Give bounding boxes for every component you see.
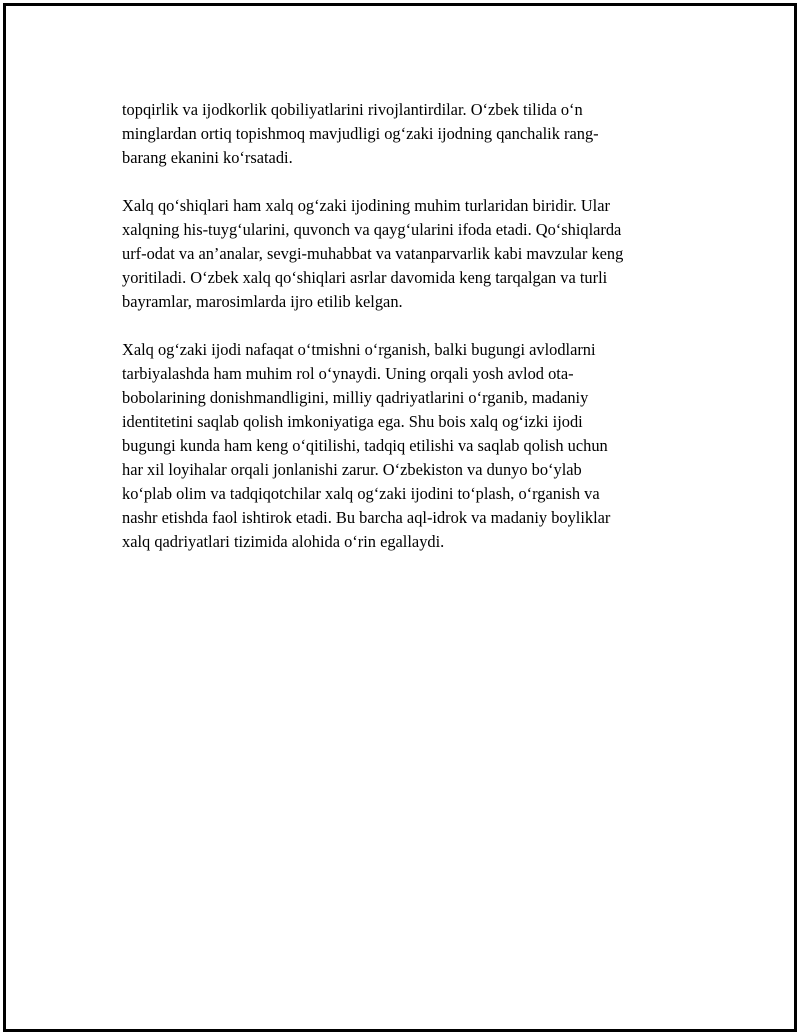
document-body [122,98,692,578]
page-border [3,3,797,1032]
paragraph-2 [122,194,692,314]
paragraph-1 [122,98,692,170]
text-line: bugungi kunda ham keng o‘qitilishi, tadqiq etilishi va saqlab qolish uchun [122,436,608,455]
text-line: identitetini saqlab qolish imkoniyatiga ega. Shu bois xalq og‘izki ijodi [122,412,583,431]
text-line: Xalq og‘zaki ijodi nafaqat o‘tmishni o‘rganish, balki bugungi avlodlarni [122,340,596,359]
text-line: Xalq qo‘shiqlari ham xalq og‘zaki ijodining muhim turlaridan biridir. Ular [122,196,610,215]
text-line: minglardan ortiq topishmoq mavjudligi og‘zaki ijodning qanchalik rang- [122,124,599,143]
text-line: xalqning his-tuyg‘ularini, quvonch va qayg‘ularini ifoda etadi. Qo‘shiqlarda [122,220,622,239]
text-line: urf-odat va an’analar, sevgi-muhabbat va vatanparvarlik kabi mavzular keng [122,244,624,263]
text-line: tarbiyalashda ham muhim rol o‘ynaydi. Uning orqali yosh avlod ota- [122,364,574,383]
text-line: xalq qadriyatlari tizimida alohida o‘rin egallaydi. [122,532,445,551]
text-line: topqirlik va ijodkorlik qobiliyatlarini rivojlantirdilar. O‘zbek tilida o‘n [122,100,583,119]
text-line: bayramlar, marosimlarda ijro etilib kelgan. [122,292,403,311]
text-line: bobolarining donishmandligini, milliy qadriyatlarini o‘rganib, madaniy [122,388,589,407]
text-line: barang ekanini ko‘rsatadi. [122,148,293,167]
text-line: nashr etishda faol ishtirok etadi. Bu barcha aql-idrok va madaniy boyliklar [122,508,611,527]
text-line: ko‘plab olim va tadqiqotchilar xalq og‘zaki ijodini to‘plash, o‘rganish va [122,484,600,503]
text-line: har xil loyihalar orqali jonlanishi zarur. O‘zbekiston va dunyo bo‘ylab [122,460,582,479]
text-line: yoritiladi. O‘zbek xalq qo‘shiqlari asrlar davomida keng tarqalgan va turli [122,268,608,287]
paragraph-3 [122,338,692,554]
